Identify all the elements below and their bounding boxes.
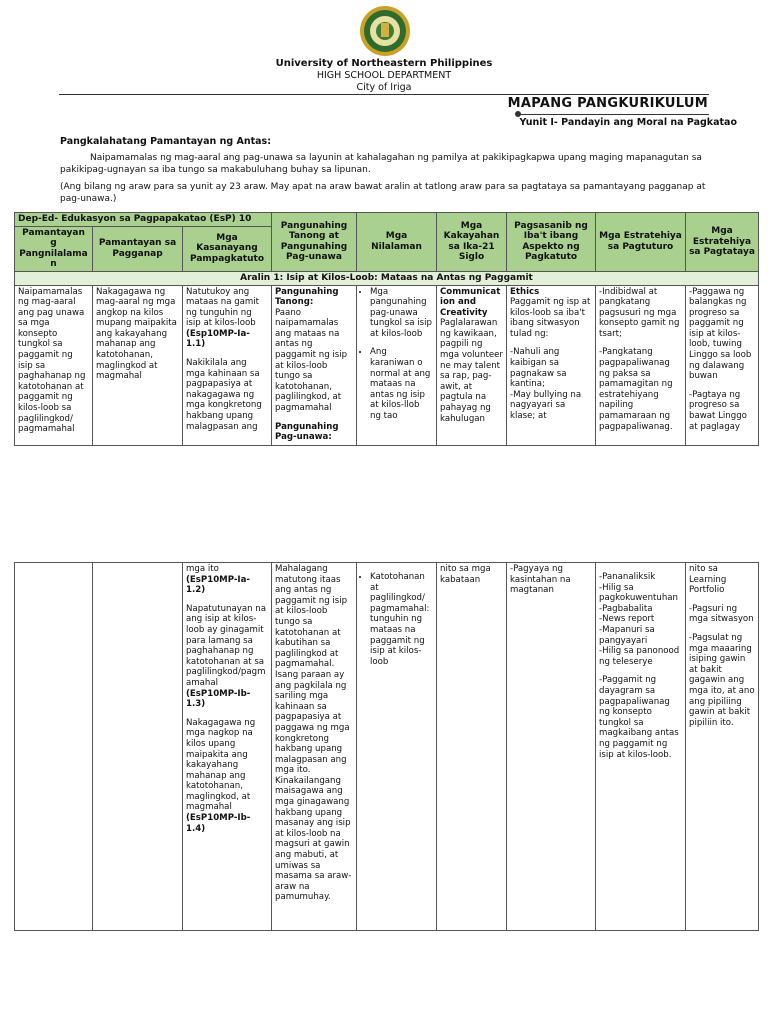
- city-name: City of Iriga: [356, 82, 412, 93]
- cell-kasanayang-pampagkatuto: [183, 563, 272, 931]
- header-pamantayan-pangnilalaman: Pamantayan g Pangnilalama n: [15, 226, 93, 271]
- assessment-text: -Pagsulat ng mga maaaring isiping gawin at bakit gagawin ang mga ito, at ano ang pipiliing gawin at bakit pipiliin ito.: [689, 632, 755, 728]
- department-name: HIGH SCHOOL DEPARTMENT: [316, 70, 452, 81]
- curriculum-table-part2: [14, 562, 759, 931]
- university-seal-icon: [359, 5, 411, 57]
- title-divider: [519, 114, 709, 115]
- integration-text: Paggamit ng isp at kilos-loob sa iba't ibang sitwasyon tulad ng:: [510, 297, 591, 339]
- cell-pamantayan-pagganap: Nakagagawa ng mag-aaral ng mga angkop na kilos mupang maipakita ang kakayahang mahanap ang katotohanan, maglingkod at magmahal: [93, 285, 183, 445]
- essential-understanding-heading: Pangunahing Pag-unawa:: [275, 421, 339, 443]
- header-estratehiya-pagtuturo: Mga Estratehiya sa Pagtuturo: [596, 213, 686, 272]
- document-title: MAPANG PANGKURIKULUM: [507, 96, 708, 111]
- lesson-title: Aralin 1: Isip at Kilos-Loob: Mataas na Antas ng Paggamit: [15, 271, 759, 285]
- general-standard-paragraph: Naipamamalas ng mag-aaral ang pag-unawa sa layunin at kahalagahan ng pamilya at pakikipagkapwa upang maging mapanagutan sa pakikipag-ugnayan sa iba tungo sa makabuluhang buhay sa lipunan.: [60, 153, 702, 175]
- cell-estratehiya-pagtuturo: [596, 285, 686, 445]
- header-mga-nilalaman: Mga Nilalaman: [357, 213, 437, 272]
- cell-pagsasanib: -Pagyaya ng kasintahan na magtanan: [507, 563, 596, 931]
- skill-code: (EsP10MP-Ia-1.2): [186, 574, 250, 596]
- assessment-text: -Pagtaya ng progreso sa bawat Linggo at paglagay: [689, 389, 747, 432]
- header-estratehiya-pagtataya: Mga Estratehiya sa Pagtataya: [686, 213, 759, 272]
- cell-pamantayan-pagganap: [93, 563, 183, 931]
- content-item: • Mga pangunahing pag-unawa tungkol sa isip at kilos-loob: [370, 287, 433, 340]
- skill-text: Nakagagawa ng mga nagkop na kilos upang maipakita ang kakayahang mahanap ang katotohanan, maglingkod, at magmahal: [186, 717, 256, 813]
- university-name: University of Northeastern Philippines: [275, 58, 493, 69]
- skill-text: Nakikilala ang mga kahinaan sa pagpapasiya at nakagagawa ng mga kongkretong hakbang upang malagpasan ang: [186, 358, 262, 432]
- skill-code: (EsP10MP-Ib-1.4): [186, 813, 251, 834]
- header-pagsasanib: Pagsasanib ng Iba't ibang Aspekto ng Pagkatuto: [507, 213, 596, 272]
- cell-estratehiya-pagtataya: [686, 563, 759, 931]
- strategy-text: -Pangkatang pagpapaliwanag ng paksa sa pamamagitan ng estratehiyang napiling pamamaraan ng pagpapaliwanag.: [599, 347, 673, 432]
- cell-estratehiya-pagtuturo: [596, 563, 686, 931]
- content-item: • Ang karaniwan o normal at ang mataas na antas ng isip at kilos-llob ng tao: [370, 347, 433, 421]
- skill-code: (EsP10MP-Ib-1.3): [186, 688, 251, 710]
- header-pangunahing-tanong: Pangunahing Tanong at Pangunahing Pag-unawa: [272, 213, 357, 272]
- strategy-text: -Paggamit ng dayagram sa pagpapaliwanag ng konsepto tungkol sa magkaibang antas ng paggamit ng isip at kilos-loob.: [599, 675, 679, 760]
- cell-mga-nilalaman: [357, 563, 437, 931]
- header-divider: [59, 94, 709, 95]
- assessment-text: -Pagsuri ng mga sitwasyon: [689, 603, 754, 625]
- cell-pangunahing-pag-unawa: Mahalagang matutong itaas ang antas ng paggamit ng isip at kilos-loob tungo sa katotohanan at kabutihan sa paglilingkod at pagmamahal. Isang paraan ay ang pagkilala ng sariling mga kahinaan sa pagpapasiya at paggawa ng mga kongkretong hakbang upang malagpasan ang mga ito. Kinakailangang maisagawa ang mga ginagawang hakbang upang masanay ang isip at kilos-loob na magsuri at gawin ang mabuti, at umiwas sa masama sa araw-araw na pamumuhay.: [272, 563, 357, 931]
- header-pamantayan-pagganap: Pamantayan sa Pagganap: [93, 226, 183, 271]
- skill-code: (Esp10MP-Ia-1.1): [186, 328, 250, 350]
- cell-pangunahing-tanong: [272, 285, 357, 445]
- curriculum-table-part1: [14, 212, 759, 446]
- cell-pamantayan-pangnilalaman: Naipamamalas ng mag-aaral ang pag unawa sa mga konsepto tungkol sa paggamit ng isip sa paghahanap ng katotohanan at paggamit ng kilos-loob sa paglilingkod/ pagmamahal: [15, 285, 93, 445]
- unit-title: Yunit I- Pandayin ang Moral na Pagkatao: [519, 117, 737, 128]
- cell-kakayahan: nito sa mga kabataan: [437, 563, 507, 931]
- integration-heading: Ethics: [510, 286, 540, 297]
- skill-heading: Communication and Creativity: [440, 286, 501, 318]
- cell-mga-nilalaman: [357, 285, 437, 445]
- cell-kakayahan: [437, 285, 507, 445]
- skill-text: Paglalarawan ng kawikaan, pagpili ng mga volunteer ne may talent sa rap, pag-awit, at pagtula na pahayag ng kahulugan: [440, 318, 503, 424]
- essential-question-text: Paano naipamamalas ang mataas na antas ng paggamit ng isip at kilos-loob tungo sa katotohanan, paglilingkod, at pagmamahal: [275, 307, 348, 414]
- assessment-text: nito sa Learning Portfolio: [689, 564, 727, 596]
- integration-text: -May bullying na nagyayari sa klase; at: [510, 389, 582, 422]
- skill-text: Natutukoy ang mataas na gamit ng tunguhin ng isip at kilos-loob: [186, 286, 260, 329]
- subject-label: Dep-Ed- Edukasyon sa Pagpapakatao (EsP) 10: [15, 213, 272, 227]
- general-standard-note: (Ang bilang ng araw para sa yunit ay 23 araw. May apat na araw bawat aralin at tatlong araw para sa pagtataya sa pamantayang pagganap at pag-unawa.): [60, 182, 706, 204]
- strategy-text: -Indibidwal at pangkatang pagsusuri ng mga konsepto gamit ng tsart;: [599, 286, 680, 339]
- cell-kasanayang-pampagkatuto: [183, 285, 272, 445]
- skill-text: Napatutunayan na ang isip at kilos-loob ay ginagamit para lamang sa paghahanap ng katotohanan at sa paglilingkod/pagmamahal: [186, 603, 267, 688]
- cell-pagsasanib: [507, 285, 596, 445]
- cell-estratehiya-pagtataya: [686, 285, 759, 445]
- skill-text: mga ito: [186, 564, 219, 574]
- integration-text: -Nahuli ang kaibigan sa pagnakaw sa kantina;: [510, 347, 567, 390]
- header-kakayahan: Mga Kakayahan sa Ika-21 Siglo: [437, 213, 507, 272]
- header-kasanayang-pampagkatuto: Mga Kasanayang Pampagkatuto: [183, 226, 272, 271]
- strategy-list: -Pananaliksik -Hilig sa pagkokuwentuhan -Pagbabalita -News report -Mapanuri sa pangyayari -Hilig sa panonood ng teleserye: [599, 572, 680, 667]
- content-item: • Katotohanan at paglilingkod/ pagmamahal: tunguhin ng mataas na paggamit ng isip at kilos-loob: [370, 572, 433, 667]
- essential-question-heading: Pangunahing Tanong:: [275, 286, 339, 308]
- general-standard-heading: Pangkalahatang Pamantayan ng Antas:: [60, 136, 271, 147]
- cell-pamantayan-pangnilalaman: [15, 563, 93, 931]
- assessment-text: -Paggawa ng balangkas ng progreso sa paggamit ng isip at kilos-loob, tuwing Linggo sa loob ng dalawang buwan: [689, 286, 752, 382]
